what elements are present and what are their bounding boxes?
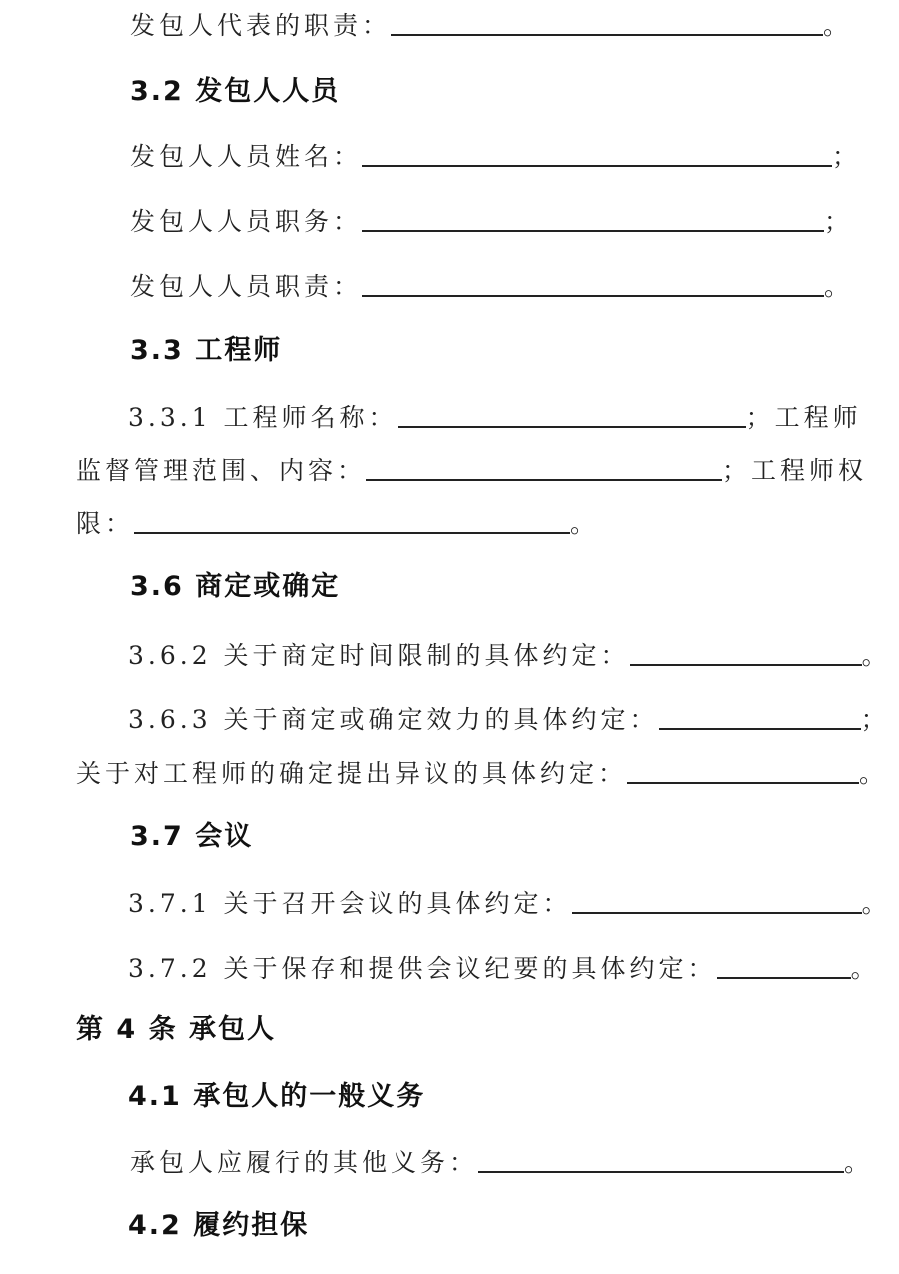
field-label: 发包人代表的职责： xyxy=(130,11,392,40)
punctuation: 。 xyxy=(861,641,891,670)
field-label: 关于对工程师的确定提出异议的具体约定： xyxy=(76,759,628,788)
field-label: 3.6.2 关于商定时间限制的具体约定： xyxy=(128,641,630,670)
punctuation: ；工程师 xyxy=(745,403,862,432)
heading-3-7: 3.7 会议 xyxy=(130,821,254,852)
heading-4-2: 4.2 履约担保 xyxy=(128,1210,310,1241)
punctuation: 。 xyxy=(823,11,853,40)
heading-3-6: 3.6 商定或确定 xyxy=(130,571,341,602)
line-employer-staff-duties xyxy=(130,263,853,303)
punctuation: ； xyxy=(860,705,890,734)
line-employer-rep-duties xyxy=(130,2,852,42)
blank-field[interactable] xyxy=(362,294,824,297)
field-label: 3.3.1 工程师名称： xyxy=(128,403,398,432)
line-employer-staff-name xyxy=(130,133,861,173)
blank-field[interactable] xyxy=(366,478,722,481)
punctuation: 。 xyxy=(844,1148,874,1177)
punctuation: ；工程师权 xyxy=(722,456,868,485)
field-label: 监督管理范围、内容： xyxy=(76,456,367,485)
blank-field[interactable] xyxy=(659,727,861,730)
field-label: 3.6.3 关于商定或确定效力的具体约定： xyxy=(128,705,659,734)
punctuation: ； xyxy=(824,207,854,236)
blank-field[interactable] xyxy=(478,1170,844,1173)
blank-field[interactable] xyxy=(398,425,746,428)
field-label: 承包人应履行的其他义务： xyxy=(130,1148,479,1177)
punctuation: 。 xyxy=(824,272,854,301)
blank-field[interactable] xyxy=(627,781,859,784)
blank-field[interactable] xyxy=(391,33,823,36)
field-label: 限： xyxy=(76,509,135,538)
blank-field[interactable] xyxy=(362,229,824,232)
line-meeting-minutes xyxy=(128,945,880,985)
line-engineer-scope xyxy=(76,447,867,487)
heading-4-1: 4.1 承包人的一般义务 xyxy=(128,1081,426,1112)
line-engineer-name xyxy=(128,394,862,434)
field-label: 3.7.1 关于召开会议的具体约定： xyxy=(128,889,572,918)
heading-article-4: 第 4 条 承包人 xyxy=(76,1014,276,1045)
field-label: 3.7.2 关于保存和提供会议纪要的具体约定： xyxy=(128,954,717,983)
blank-field[interactable] xyxy=(134,531,570,534)
heading-3-3: 3.3 工程师 xyxy=(130,335,283,366)
punctuation: 。 xyxy=(850,954,880,983)
blank-field[interactable] xyxy=(717,976,851,979)
field-label: 发包人人员职责： xyxy=(130,272,363,301)
punctuation: ； xyxy=(832,142,862,171)
heading-3-2: 3.2 发包人人员 xyxy=(130,76,341,107)
blank-field[interactable] xyxy=(630,663,862,666)
punctuation: 。 xyxy=(861,889,891,918)
punctuation: 。 xyxy=(570,509,600,538)
line-determination-effect xyxy=(128,696,890,736)
punctuation: 。 xyxy=(859,759,889,788)
line-employer-staff-position xyxy=(130,198,853,238)
blank-field[interactable] xyxy=(572,911,862,914)
field-label: 发包人人员姓名： xyxy=(130,142,363,171)
line-negotiation-time-limit xyxy=(128,632,891,672)
blank-field[interactable] xyxy=(362,164,832,167)
line-engineer-authority xyxy=(76,500,599,540)
line-objection-to-engineer xyxy=(76,750,888,790)
line-contractor-other-obligations xyxy=(130,1139,873,1179)
line-meeting-convening xyxy=(128,880,891,920)
field-label: 发包人人员职务： xyxy=(130,207,363,236)
